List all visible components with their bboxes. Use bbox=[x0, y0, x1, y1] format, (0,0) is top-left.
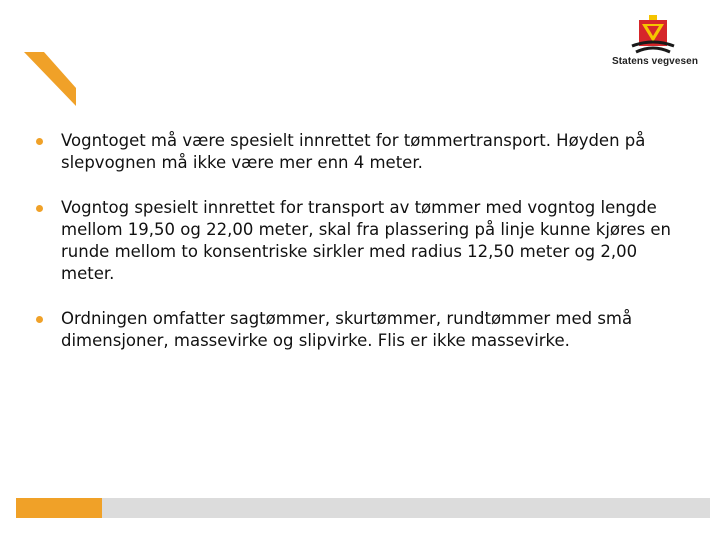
footer-bar bbox=[16, 498, 710, 518]
bullet-item bbox=[36, 197, 686, 285]
logo-text: Statens vegvesen bbox=[611, 56, 699, 67]
logo-emblem-icon bbox=[628, 14, 678, 58]
bullet-text: Ordningen omfatter sagtømmer, skurtømmer, rundtømmer med små dimensjoner, massevirke og slipvirke. Flis er ikke massevirke. bbox=[61, 309, 633, 350]
bullet-item bbox=[36, 130, 686, 174]
bullet-dot-icon bbox=[36, 205, 43, 212]
statens-vegvesen-logo bbox=[600, 14, 710, 74]
bullet-item bbox=[36, 308, 686, 352]
bullet-dot-icon bbox=[36, 316, 43, 323]
bullet-text: Vogntog spesielt innrettet for transport av tømmer med vogntog lengde mellom 19,50 og 22,00 meter, skal fra plassering på linje kunne kjøres en runde mellom to konsentriske sirkler med radius 12,50 meter og 2,00 meter. bbox=[61, 198, 672, 283]
bullet-text: Vogntoget må være spesielt innrettet for tømmertransport. Høyden på slepvognen må ikke være mer enn 4 meter. bbox=[61, 131, 646, 172]
bullet-dot-icon bbox=[36, 138, 43, 145]
footer-accent bbox=[16, 498, 102, 518]
orange-diagonal-stripe bbox=[0, 0, 90, 120]
bullet-list bbox=[36, 130, 686, 375]
